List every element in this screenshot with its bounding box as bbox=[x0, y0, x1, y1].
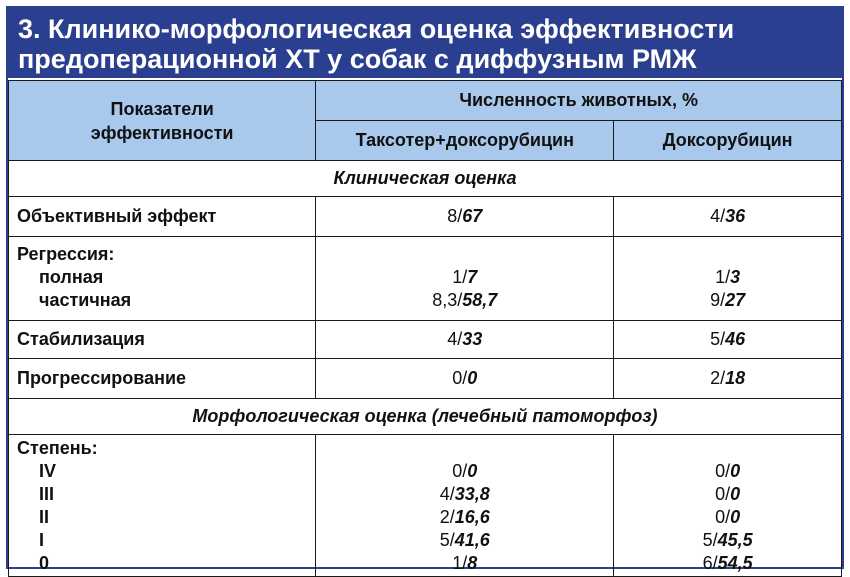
cell-objective-b: 4/36 bbox=[614, 197, 842, 237]
row-label-regression-full: полная bbox=[39, 267, 104, 287]
row-label-objective: Объективный эффект bbox=[9, 197, 316, 237]
table-title bbox=[8, 8, 842, 78]
header-indicator: Показатели эффективности bbox=[9, 81, 316, 161]
row-label-degree-ii: II bbox=[39, 507, 50, 527]
title-line-2: предоперационной ХТ у собак с диффузным РМЖ bbox=[18, 44, 697, 74]
title-line-1: 3. Клинико-морфологическая оценка эффективности bbox=[18, 14, 735, 44]
table-frame bbox=[6, 6, 844, 573]
header-group: Численность животных, % bbox=[316, 81, 842, 121]
cell-stabilization-b: 5/46 bbox=[614, 321, 842, 359]
section-clinical: Клиническая оценка bbox=[9, 161, 842, 197]
row-label-regression-partial: частичная bbox=[39, 290, 132, 310]
cell-regression-a: 1/7 8,3/58,7 bbox=[316, 237, 614, 321]
header-col-a: Таксотер+доксорубицин bbox=[316, 121, 614, 161]
cell-degree-a: 0/0 4/33,8 2/16,6 5/41,6 1/8 bbox=[316, 435, 614, 577]
cell-regression-b: 1/3 9/27 bbox=[614, 237, 842, 321]
cell-progression-b: 2/18 bbox=[614, 359, 842, 399]
cell-stabilization-a: 4/33 bbox=[316, 321, 614, 359]
row-label-stabilization: Стабилизация bbox=[9, 321, 316, 359]
row-label-degree: Степень: IV III II I 0 bbox=[9, 435, 316, 577]
row-label-degree-iii: III bbox=[39, 484, 55, 504]
section-morphological: Морфологическая оценка (лечебный патоморфоз) bbox=[9, 399, 842, 435]
cell-progression-a: 0/0 bbox=[316, 359, 614, 399]
row-label-degree-0: 0 bbox=[39, 553, 50, 573]
row-label-progression: Прогрессирование bbox=[9, 359, 316, 399]
row-label-degree-i: I bbox=[39, 530, 45, 550]
cell-objective-a: 8/67 bbox=[316, 197, 614, 237]
cell-degree-b: 0/0 0/0 0/0 5/45,5 6/54,5 bbox=[614, 435, 842, 577]
header-col-b: Доксорубицин bbox=[614, 121, 842, 161]
row-label-degree-iv: IV bbox=[39, 461, 57, 481]
row-label-regression: Регрессия: полная частичная bbox=[9, 237, 316, 321]
efficacy-table bbox=[8, 80, 842, 577]
